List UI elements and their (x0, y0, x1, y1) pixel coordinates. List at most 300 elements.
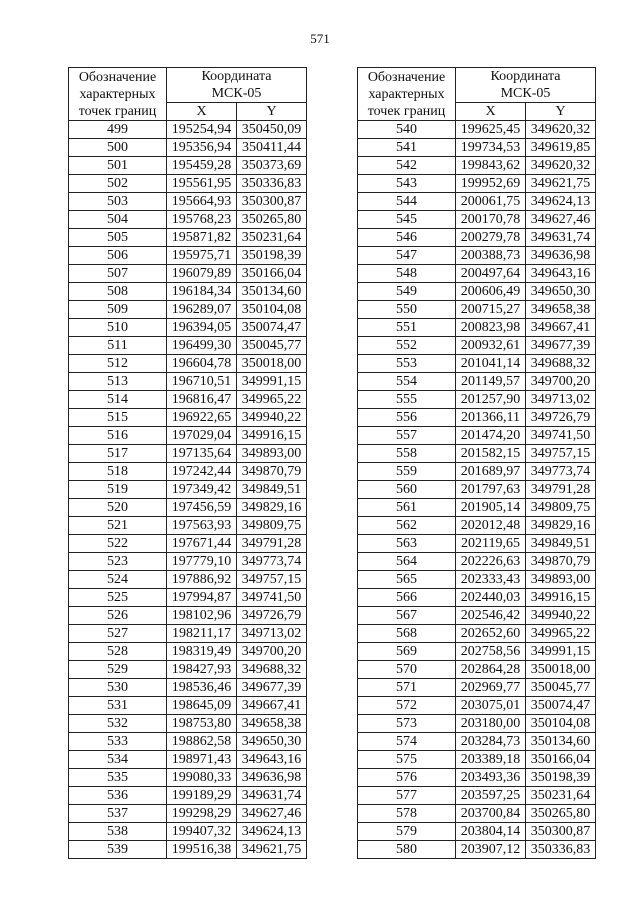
point-id-cell: 502 (69, 175, 167, 193)
point-id-cell: 539 (69, 841, 167, 859)
y-coordinate-cell: 349965,22 (526, 625, 596, 643)
y-coordinate-cell: 349870,79 (526, 553, 596, 571)
y-coordinate-cell: 349791,28 (526, 481, 596, 499)
y-coordinate-cell: 349940,22 (237, 409, 307, 427)
point-id-cell: 524 (69, 571, 167, 589)
point-id-cell: 508 (69, 283, 167, 301)
table-row (69, 409, 307, 427)
y-coordinate-cell: 350300,87 (526, 823, 596, 841)
table-row (69, 751, 307, 769)
table-row (69, 517, 307, 535)
point-id-cell: 571 (358, 679, 456, 697)
x-coordinate-cell: 195871,82 (167, 229, 237, 247)
point-id-cell: 572 (358, 697, 456, 715)
table-row (358, 193, 596, 211)
x-coordinate-cell: 202333,43 (456, 571, 526, 589)
x-coordinate-cell: 195254,94 (167, 121, 237, 139)
y-coordinate-cell: 349688,32 (526, 355, 596, 373)
x-coordinate-cell: 201905,14 (456, 499, 526, 517)
point-id-cell: 540 (358, 121, 456, 139)
table-row (69, 463, 307, 481)
table-row (69, 319, 307, 337)
table-row (69, 247, 307, 265)
table-row (358, 553, 596, 571)
x-coordinate-cell: 203180,00 (456, 715, 526, 733)
point-id-cell: 554 (358, 373, 456, 391)
point-id-cell: 580 (358, 841, 456, 859)
y-coordinate-cell: 350045,77 (237, 337, 307, 355)
point-id-cell: 567 (358, 607, 456, 625)
table-row (358, 373, 596, 391)
y-coordinate-cell: 349636,98 (526, 247, 596, 265)
point-id-cell: 522 (69, 535, 167, 553)
point-id-cell: 562 (358, 517, 456, 535)
table-row (358, 211, 596, 229)
x-coordinate-cell: 197886,92 (167, 571, 237, 589)
point-id-cell: 526 (69, 607, 167, 625)
x-coordinate-cell: 203804,14 (456, 823, 526, 841)
point-id-cell: 528 (69, 643, 167, 661)
point-id-cell: 503 (69, 193, 167, 211)
table-row (358, 247, 596, 265)
point-id-cell: 518 (69, 463, 167, 481)
x-coordinate-cell: 199407,32 (167, 823, 237, 841)
y-coordinate-cell: 350265,80 (526, 805, 596, 823)
table-row (69, 535, 307, 553)
x-coordinate-cell: 197779,10 (167, 553, 237, 571)
x-coordinate-cell: 200932,61 (456, 337, 526, 355)
x-coordinate-cell: 200170,78 (456, 211, 526, 229)
point-id-cell: 566 (358, 589, 456, 607)
point-id-cell: 513 (69, 373, 167, 391)
table-row (69, 157, 307, 175)
point-id-cell: 506 (69, 247, 167, 265)
y-coordinate-cell: 349809,75 (237, 517, 307, 535)
table-row (69, 607, 307, 625)
point-id-cell: 543 (358, 175, 456, 193)
table-row (358, 175, 596, 193)
point-id-cell: 546 (358, 229, 456, 247)
x-coordinate-cell: 197242,44 (167, 463, 237, 481)
y-coordinate-cell: 350045,77 (526, 679, 596, 697)
x-coordinate-cell: 203389,18 (456, 751, 526, 769)
point-id-cell: 544 (358, 193, 456, 211)
y-coordinate-cell: 349791,28 (237, 535, 307, 553)
point-id-cell: 577 (358, 787, 456, 805)
table-row (358, 121, 596, 139)
point-id-cell: 569 (358, 643, 456, 661)
table-row (358, 157, 596, 175)
y-coordinate-cell: 350411,44 (237, 139, 307, 157)
point-id-cell: 551 (358, 319, 456, 337)
point-id-cell: 561 (358, 499, 456, 517)
table-row (69, 427, 307, 445)
table-row (358, 643, 596, 661)
y-coordinate-cell: 349726,79 (237, 607, 307, 625)
table-row (358, 823, 596, 841)
point-id-cell: 558 (358, 445, 456, 463)
table-row (358, 391, 596, 409)
x-coordinate-cell: 198971,43 (167, 751, 237, 769)
table-row (69, 175, 307, 193)
x-coordinate-cell: 195664,93 (167, 193, 237, 211)
x-coordinate-cell: 201041,14 (456, 355, 526, 373)
x-coordinate-cell: 195459,28 (167, 157, 237, 175)
x-coordinate-cell: 199516,38 (167, 841, 237, 859)
point-id-cell: 575 (358, 751, 456, 769)
y-coordinate-cell: 349916,15 (526, 589, 596, 607)
x-coordinate-cell: 199189,29 (167, 787, 237, 805)
x-coordinate-cell: 202652,60 (456, 625, 526, 643)
point-id-cell: 541 (358, 139, 456, 157)
x-coordinate-cell: 198427,93 (167, 661, 237, 679)
x-coordinate-cell: 203284,73 (456, 733, 526, 751)
y-coordinate-cell: 349627,46 (526, 211, 596, 229)
x-coordinate-cell: 202758,56 (456, 643, 526, 661)
table-row (69, 499, 307, 517)
x-coordinate-cell: 198753,80 (167, 715, 237, 733)
point-id-cell: 520 (69, 499, 167, 517)
point-id-cell: 547 (358, 247, 456, 265)
y-coordinate-cell: 349893,00 (237, 445, 307, 463)
y-coordinate-cell: 349991,15 (526, 643, 596, 661)
point-id-cell: 564 (358, 553, 456, 571)
table-row (69, 643, 307, 661)
point-id-cell: 573 (358, 715, 456, 733)
table-row (69, 373, 307, 391)
column-header-x: X (456, 103, 526, 121)
table-row (69, 733, 307, 751)
x-coordinate-cell: 203597,25 (456, 787, 526, 805)
x-coordinate-cell: 197994,87 (167, 589, 237, 607)
table-row (358, 787, 596, 805)
point-id-cell: 515 (69, 409, 167, 427)
y-coordinate-cell: 349757,15 (237, 571, 307, 589)
table-row (69, 679, 307, 697)
y-coordinate-cell: 349619,85 (526, 139, 596, 157)
column-header-y: Y (526, 103, 596, 121)
x-coordinate-cell: 200497,64 (456, 265, 526, 283)
column-header-coordinate-system: Координата МСК-05 (456, 68, 596, 103)
x-coordinate-cell: 200279,78 (456, 229, 526, 247)
table-row (69, 139, 307, 157)
y-coordinate-cell: 350265,80 (237, 211, 307, 229)
table-row (358, 841, 596, 859)
x-coordinate-cell: 197671,44 (167, 535, 237, 553)
table-row (69, 661, 307, 679)
x-coordinate-cell: 196816,47 (167, 391, 237, 409)
y-coordinate-cell: 350198,39 (526, 769, 596, 787)
point-id-cell: 542 (358, 157, 456, 175)
x-coordinate-cell: 196079,89 (167, 265, 237, 283)
y-coordinate-cell: 349688,32 (237, 661, 307, 679)
y-coordinate-cell: 350166,04 (526, 751, 596, 769)
table-row (69, 337, 307, 355)
y-coordinate-cell: 350104,08 (237, 301, 307, 319)
y-coordinate-cell: 349677,39 (526, 337, 596, 355)
table-row (358, 445, 596, 463)
x-coordinate-cell: 201797,63 (456, 481, 526, 499)
table-row (358, 409, 596, 427)
x-coordinate-cell: 200061,75 (456, 193, 526, 211)
table-body (358, 121, 596, 859)
y-coordinate-cell: 349677,39 (237, 679, 307, 697)
y-coordinate-cell: 349643,16 (237, 751, 307, 769)
table-row (69, 823, 307, 841)
point-id-cell: 578 (358, 805, 456, 823)
table-row (69, 391, 307, 409)
table-row (358, 319, 596, 337)
x-coordinate-cell: 201474,20 (456, 427, 526, 445)
x-coordinate-cell: 203493,36 (456, 769, 526, 787)
x-coordinate-cell: 197029,04 (167, 427, 237, 445)
table-row (69, 787, 307, 805)
table-row (69, 193, 307, 211)
y-coordinate-cell: 349773,74 (526, 463, 596, 481)
point-id-cell: 559 (358, 463, 456, 481)
point-id-cell: 505 (69, 229, 167, 247)
y-coordinate-cell: 349940,22 (526, 607, 596, 625)
y-coordinate-cell: 349624,13 (526, 193, 596, 211)
x-coordinate-cell: 202226,63 (456, 553, 526, 571)
x-coordinate-cell: 199080,33 (167, 769, 237, 787)
table-row (358, 697, 596, 715)
point-id-cell: 516 (69, 427, 167, 445)
x-coordinate-cell: 202119,65 (456, 535, 526, 553)
point-id-cell: 509 (69, 301, 167, 319)
point-id-cell: 570 (358, 661, 456, 679)
column-header-y: Y (237, 103, 307, 121)
y-coordinate-cell: 349643,16 (526, 265, 596, 283)
table-row (358, 337, 596, 355)
x-coordinate-cell: 202864,28 (456, 661, 526, 679)
point-id-cell: 530 (69, 679, 167, 697)
x-coordinate-cell: 196922,65 (167, 409, 237, 427)
table-row (69, 589, 307, 607)
y-coordinate-cell: 350134,60 (237, 283, 307, 301)
point-id-cell: 549 (358, 283, 456, 301)
x-coordinate-cell: 198536,46 (167, 679, 237, 697)
x-coordinate-cell: 201257,90 (456, 391, 526, 409)
x-coordinate-cell: 202969,77 (456, 679, 526, 697)
point-id-cell: 568 (358, 625, 456, 643)
x-coordinate-cell: 197349,42 (167, 481, 237, 499)
table-row (358, 283, 596, 301)
point-id-cell: 512 (69, 355, 167, 373)
y-coordinate-cell: 349829,16 (237, 499, 307, 517)
y-coordinate-cell: 349757,15 (526, 445, 596, 463)
column-header-point-id: Обозначение характерных точек границ (69, 68, 167, 121)
y-coordinate-cell: 350198,39 (237, 247, 307, 265)
x-coordinate-cell: 199952,69 (456, 175, 526, 193)
x-coordinate-cell: 196289,07 (167, 301, 237, 319)
table-row (69, 841, 307, 859)
point-id-cell: 553 (358, 355, 456, 373)
point-id-cell: 500 (69, 139, 167, 157)
y-coordinate-cell: 349991,15 (237, 373, 307, 391)
point-id-cell: 511 (69, 337, 167, 355)
column-header-point-id: Обозначение характерных точек границ (358, 68, 456, 121)
x-coordinate-cell: 203700,84 (456, 805, 526, 823)
table-row (358, 625, 596, 643)
table-row (69, 481, 307, 499)
table-row (69, 121, 307, 139)
point-id-cell: 525 (69, 589, 167, 607)
x-coordinate-cell: 196499,30 (167, 337, 237, 355)
point-id-cell: 532 (69, 715, 167, 733)
point-id-cell: 574 (358, 733, 456, 751)
x-coordinate-cell: 200388,73 (456, 247, 526, 265)
point-id-cell: 557 (358, 427, 456, 445)
table-row (358, 535, 596, 553)
table-row (358, 265, 596, 283)
x-coordinate-cell: 195768,23 (167, 211, 237, 229)
y-coordinate-cell: 349809,75 (526, 499, 596, 517)
point-id-cell: 560 (358, 481, 456, 499)
table-row (69, 283, 307, 301)
y-coordinate-cell: 349713,02 (237, 625, 307, 643)
x-coordinate-cell: 203907,12 (456, 841, 526, 859)
table-row (358, 751, 596, 769)
coordinates-table-left (68, 67, 307, 859)
table-row (358, 427, 596, 445)
x-coordinate-cell: 196184,34 (167, 283, 237, 301)
y-coordinate-cell: 349631,74 (526, 229, 596, 247)
x-coordinate-cell: 202440,03 (456, 589, 526, 607)
y-coordinate-cell: 350018,00 (526, 661, 596, 679)
point-id-cell: 576 (358, 769, 456, 787)
y-coordinate-cell: 349667,41 (237, 697, 307, 715)
y-coordinate-cell: 349741,50 (526, 427, 596, 445)
x-coordinate-cell: 201149,57 (456, 373, 526, 391)
table-row (358, 715, 596, 733)
x-coordinate-cell: 202546,42 (456, 607, 526, 625)
point-id-cell: 531 (69, 697, 167, 715)
table-row (69, 265, 307, 283)
x-coordinate-cell: 198102,96 (167, 607, 237, 625)
table-body (69, 121, 307, 859)
table-row (358, 679, 596, 697)
x-coordinate-cell: 197456,59 (167, 499, 237, 517)
point-id-cell: 519 (69, 481, 167, 499)
x-coordinate-cell: 196604,78 (167, 355, 237, 373)
x-coordinate-cell: 195975,71 (167, 247, 237, 265)
y-coordinate-cell: 349620,32 (526, 157, 596, 175)
table-row (358, 229, 596, 247)
table-row (358, 463, 596, 481)
point-id-cell: 517 (69, 445, 167, 463)
x-coordinate-cell: 199625,45 (456, 121, 526, 139)
y-coordinate-cell: 350074,47 (237, 319, 307, 337)
table-row (358, 661, 596, 679)
x-coordinate-cell: 197563,93 (167, 517, 237, 535)
table-row (358, 607, 596, 625)
y-coordinate-cell: 349773,74 (237, 553, 307, 571)
point-id-cell: 499 (69, 121, 167, 139)
y-coordinate-cell: 349829,16 (526, 517, 596, 535)
table-row (358, 571, 596, 589)
point-id-cell: 555 (358, 391, 456, 409)
x-coordinate-cell: 201366,11 (456, 409, 526, 427)
point-id-cell: 510 (69, 319, 167, 337)
point-id-cell: 556 (358, 409, 456, 427)
table-row (69, 301, 307, 319)
x-coordinate-cell: 201689,97 (456, 463, 526, 481)
y-coordinate-cell: 349965,22 (237, 391, 307, 409)
page-number: 571 (310, 31, 330, 46)
y-coordinate-cell: 349650,30 (237, 733, 307, 751)
table-row (69, 805, 307, 823)
point-id-cell: 537 (69, 805, 167, 823)
table-row (69, 229, 307, 247)
x-coordinate-cell: 195561,95 (167, 175, 237, 193)
y-coordinate-cell: 350373,69 (237, 157, 307, 175)
table-row (358, 805, 596, 823)
table-row (69, 445, 307, 463)
x-coordinate-cell: 198211,17 (167, 625, 237, 643)
point-id-cell: 535 (69, 769, 167, 787)
table-row (69, 715, 307, 733)
column-header-coordinate-system: Координата МСК-05 (167, 68, 307, 103)
point-id-cell: 536 (69, 787, 167, 805)
point-id-cell: 550 (358, 301, 456, 319)
table-row (69, 571, 307, 589)
y-coordinate-cell: 349916,15 (237, 427, 307, 445)
point-id-cell: 563 (358, 535, 456, 553)
point-id-cell: 538 (69, 823, 167, 841)
y-coordinate-cell: 350166,04 (237, 265, 307, 283)
y-coordinate-cell: 349650,30 (526, 283, 596, 301)
y-coordinate-cell: 349870,79 (237, 463, 307, 481)
x-coordinate-cell: 196710,51 (167, 373, 237, 391)
point-id-cell: 504 (69, 211, 167, 229)
table-row (358, 301, 596, 319)
point-id-cell: 529 (69, 661, 167, 679)
point-id-cell: 565 (358, 571, 456, 589)
table-row (69, 769, 307, 787)
y-coordinate-cell: 349726,79 (526, 409, 596, 427)
x-coordinate-cell: 200606,49 (456, 283, 526, 301)
y-coordinate-cell: 349713,02 (526, 391, 596, 409)
point-id-cell: 527 (69, 625, 167, 643)
point-id-cell: 552 (358, 337, 456, 355)
point-id-cell: 521 (69, 517, 167, 535)
table-row (69, 355, 307, 373)
y-coordinate-cell: 349621,75 (237, 841, 307, 859)
point-id-cell: 533 (69, 733, 167, 751)
x-coordinate-cell: 201582,15 (456, 445, 526, 463)
y-coordinate-cell: 349658,38 (526, 301, 596, 319)
y-coordinate-cell: 350336,83 (237, 175, 307, 193)
x-coordinate-cell: 198645,09 (167, 697, 237, 715)
table-row (358, 499, 596, 517)
y-coordinate-cell: 350336,83 (526, 841, 596, 859)
point-id-cell: 545 (358, 211, 456, 229)
table-row (358, 733, 596, 751)
y-coordinate-cell: 350300,87 (237, 193, 307, 211)
x-coordinate-cell: 200823,98 (456, 319, 526, 337)
column-header-x: X (167, 103, 237, 121)
point-id-cell: 501 (69, 157, 167, 175)
y-coordinate-cell: 349700,20 (237, 643, 307, 661)
x-coordinate-cell: 198319,49 (167, 643, 237, 661)
y-coordinate-cell: 349893,00 (526, 571, 596, 589)
point-id-cell: 579 (358, 823, 456, 841)
y-coordinate-cell: 350450,09 (237, 121, 307, 139)
y-coordinate-cell: 350018,00 (237, 355, 307, 373)
y-coordinate-cell: 350231,64 (237, 229, 307, 247)
y-coordinate-cell: 349849,51 (237, 481, 307, 499)
